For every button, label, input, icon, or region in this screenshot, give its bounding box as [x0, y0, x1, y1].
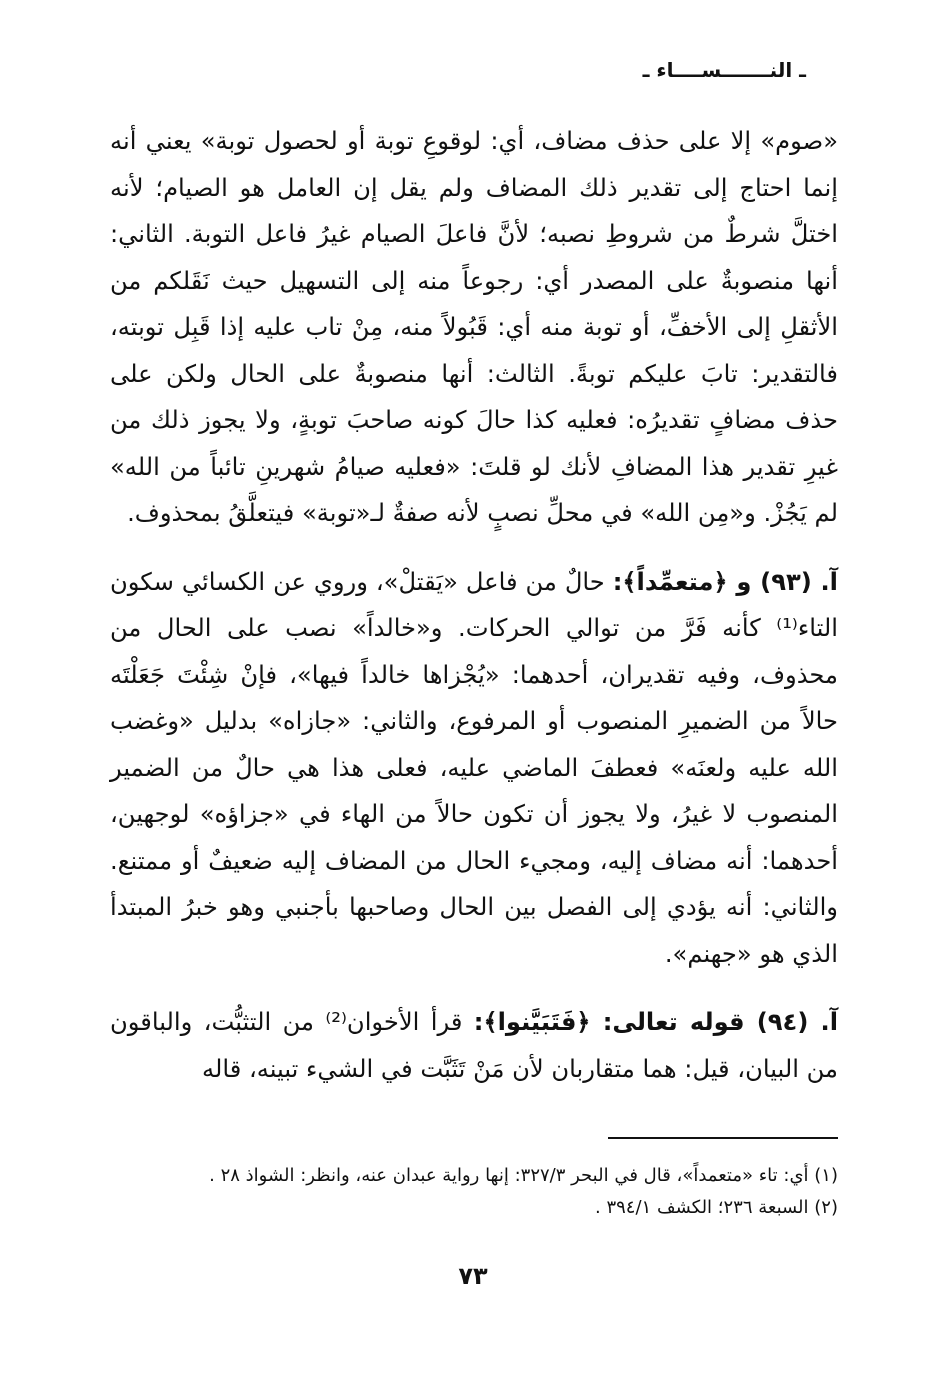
main-text: [110, 118, 838, 1092]
footnote-2: (٢) السبعة ٢٣٦؛ الكشف ٣٩٤/١ .: [595, 1197, 838, 1218]
paragraph-93: [110, 559, 838, 978]
paragraph-1: «صوم» إلا على حذف مضاف، أي: لوقوعِ توبة أو لحصول توبة» يعني أنه إنما احتاج إلى تقدير ذلك المضاف ولم يقل إن العامل هو الصيام؛ لأنه اختلَّ شرطٌ من شروطِ نصبه؛ لأنَّ فاعلَ الصيام غيرُ فاعل التوبة. الثاني: أنها منصوبةٌ على المصدر أي: رجوعاً منه إلى التسهيل حيث نَقَلكم من الأثقلِ إلى الأخفِّ، أو توبة منه أي: قَبُولاً منه، مِنْ تاب عليه إذا قَبِل توبته، فالتقدير: تابَ عليكم توبةً. الثالث: أنها منصوبةٌ على الحال ولكن على حذف مضافٍ تقديرُه: فعليه كذا حالَ كونه صاحبَ توبةٍ، ولا يجوز ذلك من غيرِ تقدير هذا المضافِ لأنك لو قلتَ: «فعليه صيامُ شهرينِ تائباً من الله» لم يَجُزْ. و«مِن الله» في محلِّ نصبٍ لأنه صفةٌ لـ«توبة» فيتعلَّقُ بمحذوف.: [110, 127, 838, 527]
paragraph-94-text: قرأ الأخوان⁽²⁾ من التثبُّت، والباقون من البيان، قيل: هما متقاربان لأن مَنْ تَثَبَّت في الشيء تبينه، قاله: [110, 1008, 838, 1083]
verse-93-label: آ. (٩٣) و ﴿متعمِّداً﴾:: [612, 567, 838, 596]
paragraph-93-text: حالٌ من فاعل «يَقتلْ»، وروي عن الكسائي سكون التاء⁽¹⁾ كأنه فَرَّ من توالي الحركات. و«خالداً» نصب على الحال من محذوف، وفيه تقديران، أحدهما: «يُجْزاها خالداً فيها»، فإنْ شِئْتَ جَعَلْتَه حالاً من الضميرِ المنصوب أو المرفوع، والثاني: «جازاه» بدليل «وغضب الله عليه ولعنَه» فعطفَ الماضي عليه، فعلى هذا هي حالٌ من الضمير المنصوب لا غيرُ، ولا يجوز أن تكون حالاً من الهاء في «جزاؤه» لوجهين، أحدهما: أنه مضاف إليه، ومجيء الحال من المضاف إليه ضعيفٌ أو ممتنع. والثاني: أنه يؤدي إلى الفصل بين الحال وصاحبها بأجنبي وهو خبرُ المبتدأ الذي هو «جهنم».: [110, 567, 838, 968]
running-header: ـ النـــــــســــاء ـ: [642, 58, 806, 82]
page-number: ٧٣: [458, 1262, 488, 1290]
paragraph-94: [110, 999, 838, 1092]
verse-94-label: آ. (٩٤) قوله تعالى: ﴿فَتَبَيَّنوا﴾:: [473, 1008, 838, 1036]
footnote-divider: [608, 1137, 838, 1139]
footnotes: [110, 1160, 838, 1224]
footnote-1: (١) أي: تاء «متعمداً»، قال في البحر ٣٢٧/٣: إنها رواية عبدان عنه، وانظر: الشواذ ٢٨ .: [209, 1165, 838, 1186]
